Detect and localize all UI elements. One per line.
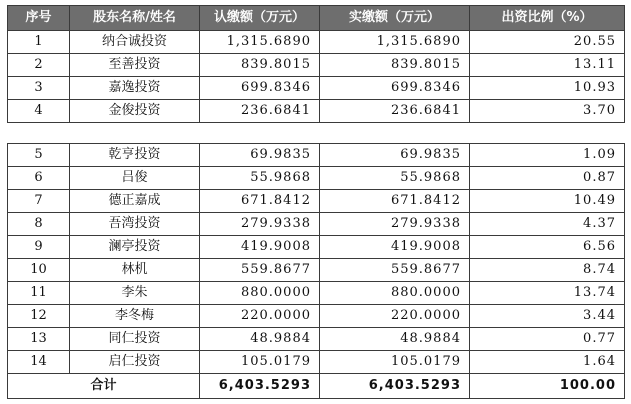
table-row (8, 31, 625, 54)
table-row (8, 100, 625, 123)
total-paid: 6,403.5293 (320, 374, 470, 399)
table-row (8, 282, 625, 305)
cell-no: 2 (8, 54, 70, 77)
cell-name: 金俊投资 (70, 100, 200, 123)
cell-subscribed: 699.8346 (200, 77, 320, 100)
cell-ratio: 20.55 (470, 31, 625, 54)
cell-subscribed: 48.9884 (200, 328, 320, 351)
table-row (8, 236, 625, 259)
total-label: 合计 (8, 374, 200, 399)
cell-subscribed: 55.9868 (200, 167, 320, 190)
cell-ratio: 13.74 (470, 282, 625, 305)
header-ratio: 出资比例（%） (470, 6, 625, 31)
cell-ratio: 0.87 (470, 167, 625, 190)
cell-ratio: 10.49 (470, 190, 625, 213)
header-name: 股东名称/姓名 (70, 6, 200, 31)
cell-no: 8 (8, 213, 70, 236)
header-no: 序号 (8, 6, 70, 31)
table-row (8, 77, 625, 100)
cell-no: 10 (8, 259, 70, 282)
cell-no: 4 (8, 100, 70, 123)
table-row (8, 305, 625, 328)
total-subscribed: 6,403.5293 (200, 374, 320, 399)
cell-subscribed: 1,315.6890 (200, 31, 320, 54)
total-row (8, 374, 625, 399)
table-body-bottom (8, 144, 625, 374)
cell-name: 嘉逸投资 (70, 77, 200, 100)
cell-no: 7 (8, 190, 70, 213)
cell-subscribed: 839.8015 (200, 54, 320, 77)
table-row (8, 54, 625, 77)
table-row (8, 213, 625, 236)
cell-no: 5 (8, 144, 70, 167)
cell-name: 同仁投资 (70, 328, 200, 351)
shareholder-table-bottom (7, 143, 625, 399)
cell-subscribed: 419.9008 (200, 236, 320, 259)
cell-ratio: 6.56 (470, 236, 625, 259)
cell-ratio: 10.93 (470, 77, 625, 100)
cell-no: 6 (8, 167, 70, 190)
total-ratio: 100.00 (470, 374, 625, 399)
cell-no: 13 (8, 328, 70, 351)
header-subscribed: 认缴额（万元） (200, 6, 320, 31)
cell-name: 乾亨投资 (70, 144, 200, 167)
cell-subscribed: 69.9835 (200, 144, 320, 167)
cell-paid: 236.6841 (320, 100, 470, 123)
table-row (8, 167, 625, 190)
cell-ratio: 0.77 (470, 328, 625, 351)
cell-subscribed: 279.9338 (200, 213, 320, 236)
cell-paid: 220.0000 (320, 305, 470, 328)
cell-subscribed: 220.0000 (200, 305, 320, 328)
cell-paid: 279.9338 (320, 213, 470, 236)
cell-name: 纳合诚投资 (70, 31, 200, 54)
cell-paid: 55.9868 (320, 167, 470, 190)
cell-subscribed: 880.0000 (200, 282, 320, 305)
cell-paid: 69.9835 (320, 144, 470, 167)
cell-paid: 559.8677 (320, 259, 470, 282)
cell-ratio: 8.74 (470, 259, 625, 282)
cell-no: 11 (8, 282, 70, 305)
cell-ratio: 3.44 (470, 305, 625, 328)
table-row (8, 259, 625, 282)
cell-name: 李冬梅 (70, 305, 200, 328)
header-paid: 实缴额（万元） (320, 6, 470, 31)
cell-paid: 671.8412 (320, 190, 470, 213)
cell-subscribed: 671.8412 (200, 190, 320, 213)
table-row (8, 351, 625, 374)
table-body-top (8, 31, 625, 123)
cell-name: 林机 (70, 259, 200, 282)
cell-paid: 105.0179 (320, 351, 470, 374)
cell-no: 14 (8, 351, 70, 374)
cell-subscribed: 236.6841 (200, 100, 320, 123)
cell-name: 吕俊 (70, 167, 200, 190)
cell-paid: 839.8015 (320, 54, 470, 77)
shareholder-table-top (7, 5, 625, 123)
cell-no: 3 (8, 77, 70, 100)
cell-paid: 48.9884 (320, 328, 470, 351)
cell-paid: 880.0000 (320, 282, 470, 305)
cell-paid: 419.9008 (320, 236, 470, 259)
table-header-row (8, 6, 625, 31)
cell-subscribed: 559.8677 (200, 259, 320, 282)
table-row (8, 190, 625, 213)
cell-subscribed: 105.0179 (200, 351, 320, 374)
cell-name: 至善投资 (70, 54, 200, 77)
cell-name: 启仁投资 (70, 351, 200, 374)
cell-name: 德正嘉成 (70, 190, 200, 213)
cell-ratio: 13.11 (470, 54, 625, 77)
cell-name: 李朱 (70, 282, 200, 305)
cell-paid: 1,315.6890 (320, 31, 470, 54)
cell-ratio: 4.37 (470, 213, 625, 236)
cell-paid: 699.8346 (320, 77, 470, 100)
cell-no: 12 (8, 305, 70, 328)
cell-name: 澜亭投资 (70, 236, 200, 259)
cell-no: 1 (8, 31, 70, 54)
cell-ratio: 1.64 (470, 351, 625, 374)
table-row (8, 328, 625, 351)
cell-name: 吾湾投资 (70, 213, 200, 236)
cell-ratio: 3.70 (470, 100, 625, 123)
cell-ratio: 1.09 (470, 144, 625, 167)
cell-no: 9 (8, 236, 70, 259)
table-row (8, 144, 625, 167)
